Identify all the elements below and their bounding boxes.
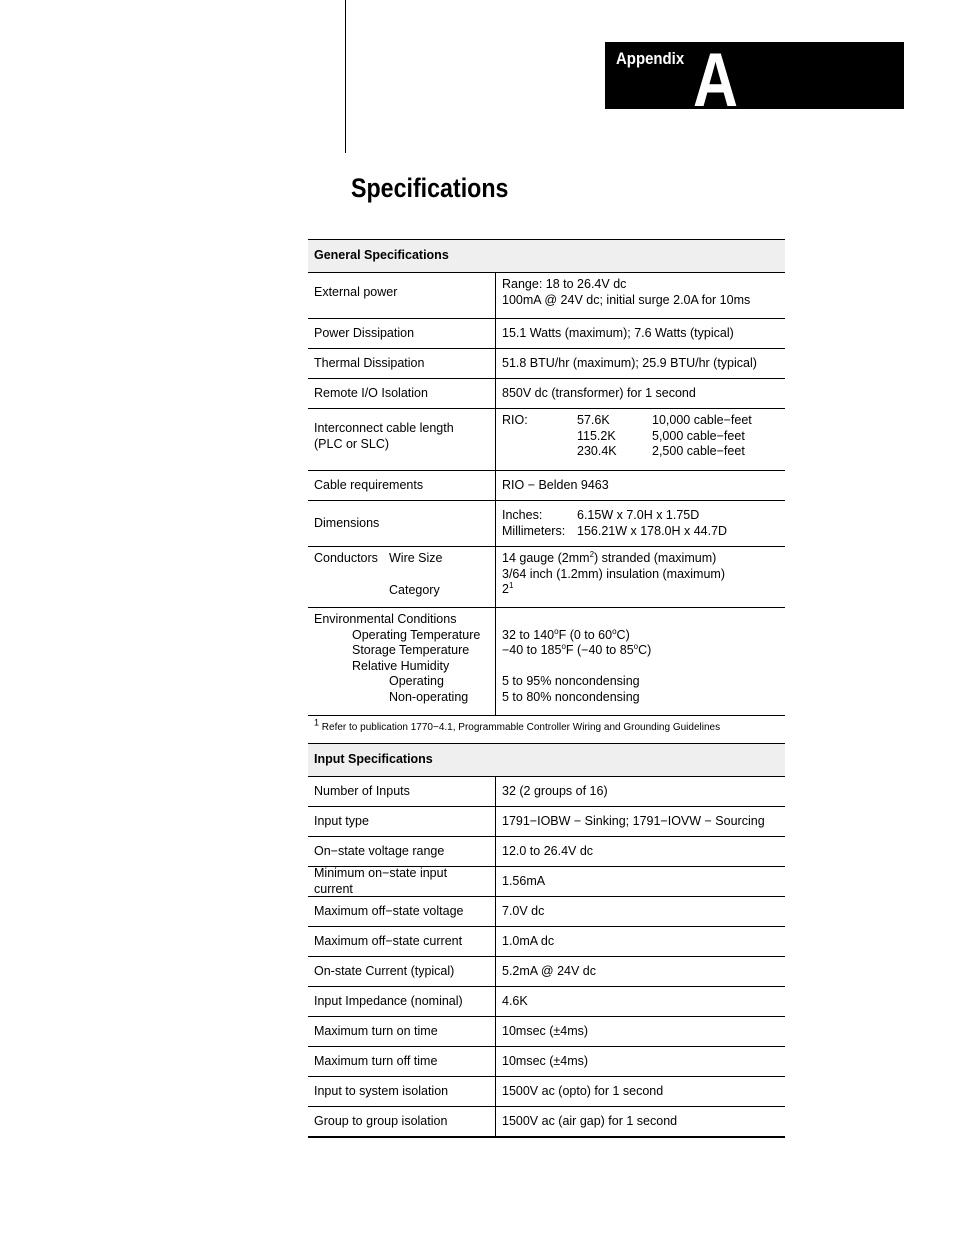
spec-value: 1791−IOBW − Sinking; 1791−IOVW − Sourcing xyxy=(502,813,765,828)
appendix-banner xyxy=(605,42,904,109)
spec-value: RIO − Belden 9463 xyxy=(502,477,609,492)
footnote xyxy=(308,716,785,746)
dim-value: 6.15W x 7.0H x 1.75D xyxy=(577,508,700,522)
general-specifications-table xyxy=(308,239,785,746)
spec-sublabel: Category xyxy=(389,582,440,597)
storage-temperature-value: −40 to 185$^o$F (−40 to 85$^o$C) xyxy=(502,641,652,657)
spec-label: Maximum turn off time xyxy=(314,1053,438,1068)
table-row xyxy=(308,807,785,837)
spec-value: 12.0 to 26.4V dc xyxy=(502,843,594,858)
spec-label: Minimum on−state input current xyxy=(314,866,448,896)
table-row xyxy=(308,897,785,927)
insulation-value: 3/64 inch (1.2mm) insulation (maximum) xyxy=(502,566,725,581)
humidity-operating-value: 5 to 95% noncondensing xyxy=(502,674,640,688)
baud-rate: 115.2K xyxy=(577,428,616,443)
spec-value: 32 (2 groups of 16) xyxy=(502,783,608,798)
spec-label: Maximum off−state current xyxy=(314,933,463,948)
spec-label: On-state Current (typical) xyxy=(314,963,455,978)
spec-row-remote-io-isolation xyxy=(308,379,785,409)
spec-label: Cable requirements xyxy=(314,477,424,492)
cable-length: 10,000 cable−feet xyxy=(652,413,752,427)
spec-row-dimensions xyxy=(308,501,785,547)
dim-label: Inches: xyxy=(502,508,543,522)
footnote-text: Refer to publication 1770−4.1, Programmable Controller Wiring and Grounding Guidelines xyxy=(321,722,721,733)
spec-label: On−state voltage range xyxy=(314,843,445,858)
table-row xyxy=(308,1017,785,1047)
spec-sublabel: Operating xyxy=(389,674,444,688)
table-row xyxy=(308,837,785,867)
spec-label: Conductors xyxy=(314,551,378,565)
table-bottom-rule xyxy=(308,1136,785,1138)
spec-value: 1500V ac (opto) for 1 second xyxy=(502,1083,664,1098)
table-row xyxy=(308,1077,785,1107)
spec-value: 5.2mA @ 24V dc xyxy=(502,963,596,978)
spec-sublabel: Storage Temperature xyxy=(352,643,470,657)
spec-label: (PLC or SLC) xyxy=(314,436,390,451)
spec-label: Remote I/O Isolation xyxy=(314,385,428,400)
dim-value: 156.21W x 178.0H x 44.7D xyxy=(577,523,728,538)
spec-value: 100mA @ 24V dc; initial surge 2.0A for 10ms xyxy=(502,292,751,307)
margin-rule xyxy=(345,0,346,153)
baud-rate: 230.4K xyxy=(577,444,617,458)
spec-row-external-power xyxy=(308,273,785,319)
humidity-nonoperating-value: 5 to 80% noncondensing xyxy=(502,689,640,704)
spec-label: Thermal Dissipation xyxy=(314,355,425,370)
spec-value: 15.1 Watts (maximum); 7.6 Watts (typical) xyxy=(502,325,734,340)
spec-sublabel: Relative Humidity xyxy=(352,658,450,673)
category-value: $2^1$ xyxy=(502,580,514,596)
appendix-label: Appendix xyxy=(616,49,685,68)
spec-row-conductors xyxy=(308,547,785,608)
spec-value: 1.56mA xyxy=(502,873,546,888)
spec-value: 1500V ac (air gap) for 1 second xyxy=(502,1113,678,1128)
footnote-marker: 1 xyxy=(314,717,320,728)
general-specifications-header: General Specifications xyxy=(308,239,785,273)
cable-length: 2,500 cable−feet xyxy=(652,444,745,458)
spec-row-interconnect-cable xyxy=(308,409,785,471)
spec-value: 10msec (±4ms) xyxy=(502,1053,589,1068)
spec-sublabel: Operating Temperature xyxy=(352,627,481,642)
spec-row-cable-requirements xyxy=(308,471,785,501)
spec-value: 4.6K xyxy=(502,993,528,1008)
baud-rate: 57.6K xyxy=(577,413,610,427)
spec-label: Power Dissipation xyxy=(314,325,415,340)
table-row xyxy=(308,957,785,987)
spec-row-environmental xyxy=(308,608,785,716)
spec-label: Input to system isolation xyxy=(314,1083,449,1098)
operating-temperature-value: 32 to 140$^o$F (0 to 60$^o$C) xyxy=(502,626,630,642)
input-specifications-table xyxy=(308,743,785,1138)
table-row xyxy=(308,777,785,807)
spec-row-thermal-dissipation xyxy=(308,349,785,379)
spec-label: Interconnect cable length xyxy=(314,421,454,435)
spec-label: Environmental Conditions xyxy=(314,612,457,626)
rio-prefix: RIO: xyxy=(502,413,528,427)
table-row xyxy=(308,867,785,897)
table-row xyxy=(308,1047,785,1077)
spec-label: Dimensions xyxy=(314,515,380,530)
spec-label: Input type xyxy=(314,813,369,828)
table-row xyxy=(308,987,785,1017)
spec-value: 51.8 BTU/hr (maximum); 25.9 BTU/hr (typical) xyxy=(502,355,757,370)
dim-label: Millimeters: xyxy=(502,523,566,538)
table-row xyxy=(308,1107,785,1137)
spec-label: Group to group isolation xyxy=(314,1113,448,1128)
page-title: Specifications xyxy=(351,173,509,203)
spec-row-power-dissipation xyxy=(308,319,785,349)
spec-sublabel: Wire Size xyxy=(389,551,443,565)
spec-value: 10msec (±4ms) xyxy=(502,1023,589,1038)
spec-label: Input Impedance (nominal) xyxy=(314,993,463,1008)
spec-value: 1.0mA dc xyxy=(502,933,555,948)
wire-size-value: 14 gauge $(2mm^2)$ stranded (maximum) xyxy=(502,549,717,565)
spec-value: Range: 18 to 26.4V dc xyxy=(502,277,627,291)
spec-label: External power xyxy=(314,285,398,299)
spec-value: 850V dc (transformer) for 1 second xyxy=(502,385,696,400)
spec-label: Maximum turn on time xyxy=(314,1023,438,1038)
spec-label: Number of Inputs xyxy=(314,783,410,798)
spec-label: Maximum off−state voltage xyxy=(314,903,464,918)
spec-value: 7.0V dc xyxy=(502,903,545,918)
spec-sublabel: Non-operating xyxy=(389,689,469,704)
table-row xyxy=(308,927,785,957)
input-specifications-header: Input Specifications xyxy=(308,743,785,777)
appendix-letter: A xyxy=(693,42,739,109)
cable-length: 5,000 cable−feet xyxy=(652,428,745,443)
